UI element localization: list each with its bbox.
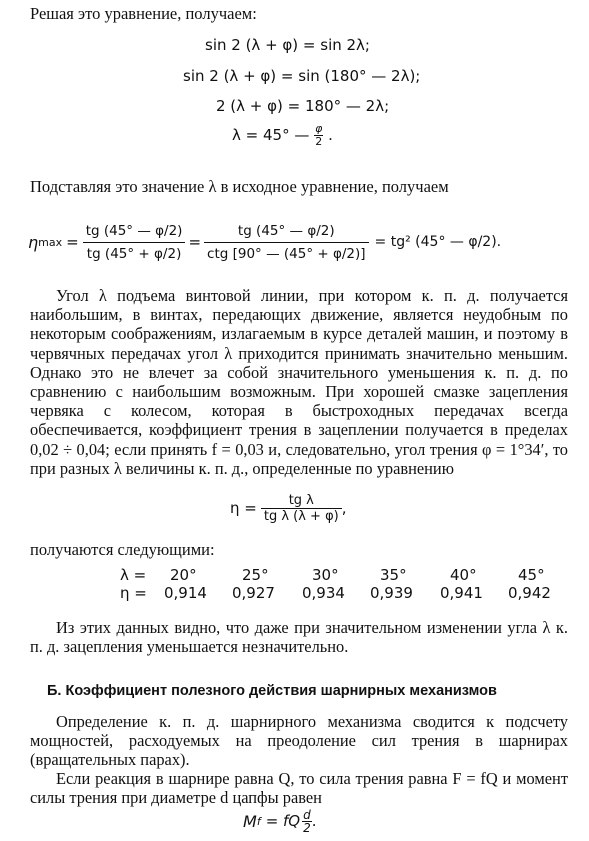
- eta-equation-end: ,: [341, 499, 347, 517]
- paragraph-worm-gear: Угол λ подъема винтовой линии, при котором к. п. д. получается наибольшим, в винтах, передающих движение, является неудобным по некоторым соображениям, излагаемым в курсе деталей машин, и поэтому в червячных передачах угол λ приходится принимать значительно меньшим. Однако это не влечет за собой значительного уменьшения к. п. д. по сравнению с наибольшим возможным. При хорошей смазке зацепления червяка с колесом, которая в быстроходных передачах всегда обеспечивается, коэффициент трения в зацеплении получается в пределах 0,02 ÷ 0,04; если принять f = 0,03 и, следовательно, угол трения φ = 1°34′, то при разных λ величины к. п. д., определенные по уравнению: [30, 286, 568, 478]
- paragraph-hinge-definition: Определение к. п. д. шарнирного механизма сводится к подсчету мощностей, расходуемых на преодоление сил трения в шарнирах (вращательных парах).: [30, 712, 568, 770]
- paragraph-conclusion: Из этих данных видно, что даже при значительном изменении угла λ к. п. д. зацепления уменьшается незначительно.: [30, 618, 568, 657]
- friction-moment-equation: [243, 804, 317, 838]
- fraction-1-numerator: tg (45° — φ/2): [85, 222, 183, 239]
- equation-2: sin 2 (λ + φ) = sin (180° — 2λ);: [183, 67, 421, 85]
- table-cell: 0,934: [302, 584, 345, 602]
- mf-numerator: d: [303, 807, 311, 822]
- mf-end: .: [311, 812, 317, 830]
- result-line: получаются следующими:: [30, 540, 215, 559]
- substitution-line: Подставляя это значение λ в исходное уравнение, получаем: [30, 177, 449, 196]
- eta-max-symbol: η: [28, 232, 39, 252]
- table-cell: 0,942: [508, 584, 551, 602]
- eta-max-fraction-1: [83, 223, 186, 262]
- eta-equation: [230, 487, 347, 529]
- eta-equation-lhs: η =: [230, 499, 257, 517]
- table-cell: 40°: [450, 566, 477, 584]
- table-row-eta: [120, 584, 568, 602]
- table-cell: 0,941: [440, 584, 483, 602]
- equation-4-end: .: [328, 126, 333, 144]
- equation-4-lhs: λ = 45° —: [232, 126, 310, 144]
- eta-denominator: tg λ (λ + φ): [261, 508, 342, 524]
- fraction-numerator: φ: [315, 122, 323, 135]
- mf-subscript: f: [256, 814, 261, 828]
- lambda-label: λ =: [120, 566, 147, 584]
- mf-denominator: 2: [303, 820, 311, 835]
- equation-4-fraction: [314, 123, 323, 148]
- mf-fraction: [302, 809, 312, 834]
- table-cell: 45°: [518, 566, 545, 584]
- eta-equation-fraction: [261, 493, 342, 524]
- fraction-1-denominator: tg (45° + φ/2): [83, 242, 186, 262]
- equation-3: 2 (λ + φ) = 180° — 2λ;: [216, 97, 390, 115]
- table-cell: 35°: [380, 566, 407, 584]
- paragraph-friction-moment: Если реакция в шарнире равна Q, то сила трения равна F = fQ и момент силы трения при диаметре d цапфы равен: [30, 769, 568, 808]
- fraction-2-denominator: ctg [90° — (45° + φ/2)]: [204, 242, 369, 262]
- section-heading: Б. Коэффициент полезного действия шарнирных механизмов: [47, 683, 497, 699]
- table-cell: 0,914: [164, 584, 207, 602]
- eta-max-equation: η max = $\frac{tg (45^\circ — \varphi/2)}{tg (45^\circ + \varphi/2)}$ = $\frac{tg (45^\circ — \varphi/2)}{\text{ctg [90° — (45° + φ/2)]}}$ = tg² (45° — φ/2).: [28, 222, 502, 262]
- efficiency-table: [120, 566, 568, 602]
- equation-4: [232, 123, 333, 148]
- eta-max-subscript: max: [38, 235, 63, 249]
- table-row-lambda: [120, 566, 568, 584]
- table-cell: 0,939: [370, 584, 413, 602]
- mf-middle: = fQ: [265, 812, 301, 830]
- intro-line: Решая это уравнение, получаем:: [30, 4, 257, 23]
- equation-1: sin 2 (λ + φ) = sin 2λ;: [205, 36, 370, 54]
- table-cell: 0,927: [232, 584, 275, 602]
- mf-symbol: M: [243, 811, 257, 831]
- eta-numerator: tg λ: [288, 492, 314, 508]
- table-cell: 20°: [170, 566, 197, 584]
- table-cell: 25°: [242, 566, 269, 584]
- eta-max-fraction-2: [204, 223, 369, 262]
- eta-label: η =: [120, 584, 147, 602]
- eta-max-rhs: = tg² (45° — φ/2).: [374, 234, 502, 250]
- table-cell: 30°: [312, 566, 339, 584]
- fraction-2-numerator: tg (45° — φ/2): [237, 222, 335, 239]
- fraction-denominator: 2: [315, 135, 323, 148]
